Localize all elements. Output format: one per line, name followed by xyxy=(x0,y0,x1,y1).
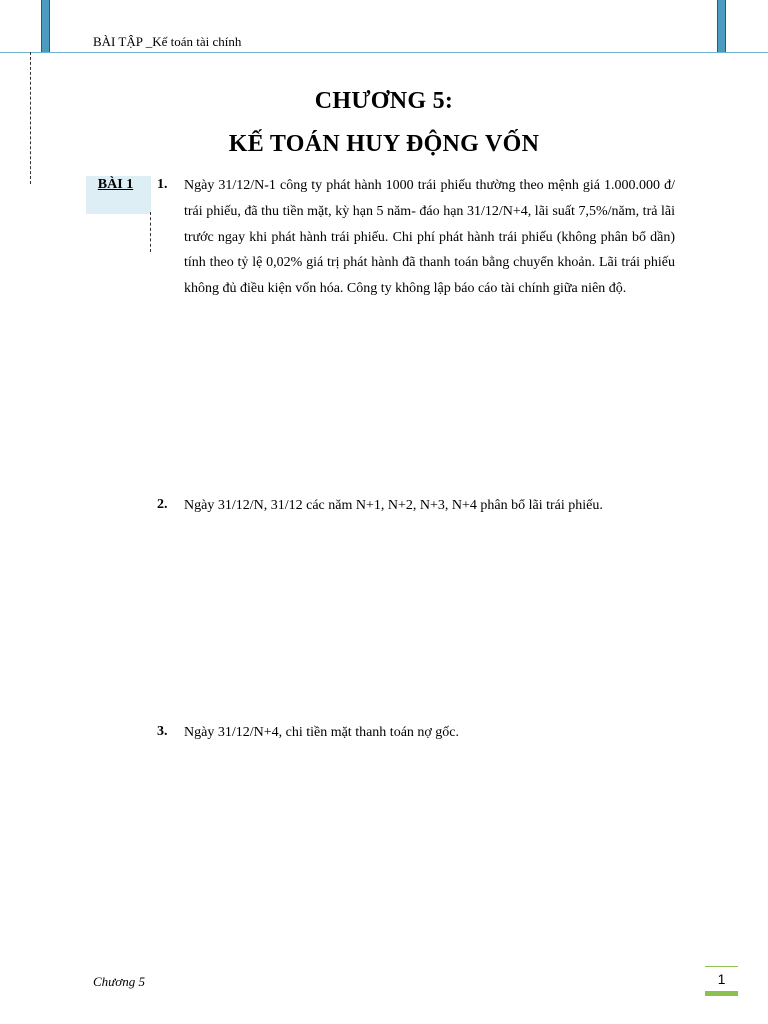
exercise-label-box xyxy=(86,176,151,214)
chapter-number-title: CHƯƠNG 5: xyxy=(314,88,454,114)
question-1-number: 1. xyxy=(157,177,168,192)
exercise-label: BÀI 1 xyxy=(97,177,134,192)
header-right-bar xyxy=(717,0,726,52)
header-left-bar xyxy=(41,0,50,52)
question-2-text: Ngày 31/12/N, 31/12 các năm N+1, N+2, N+3, N+4 phân bổ lãi trái phiếu. xyxy=(184,498,603,513)
header-title: BÀI TẬP _Kế toán tài chính xyxy=(93,34,242,49)
tab-guide-line xyxy=(150,212,151,252)
question-2-number: 2. xyxy=(157,497,168,512)
chapter-title: KẾ TOÁN HUY ĐỘNG VỐN xyxy=(228,131,540,157)
header-divider xyxy=(0,52,768,53)
question-3-text: Ngày 31/12/N+4, chi tiền mặt thanh toán nợ gốc. xyxy=(184,725,460,740)
question-1-text: Ngày 31/12/N-1 công ty phát hành 1000 trái phiếu thường theo mệnh giá 1.000.000 đ/ trái phiếu, đã thu tiền mặt, kỳ hạn 5 năm- đáo hạn 31/12/N+4, lãi suất 7,5%/năm, trả lãi trước ngay khi phát hành trái phiếu. Chi phí phát hành trái phiếu (không phân bổ dần) tính theo tỷ lệ 0,02% giá trị phát hành đã thanh toán bằng chuyển khoản. Lãi trái phiếu không đủ điều kiện vốn hóa. Công ty không lập báo cáo tài chính giữa niên độ. xyxy=(184,178,675,297)
margin-guide-line xyxy=(30,52,31,184)
question-3-number: 3. xyxy=(157,724,168,739)
footer-chapter: Chương 5 xyxy=(93,974,145,989)
page-number: 1 xyxy=(705,966,738,996)
